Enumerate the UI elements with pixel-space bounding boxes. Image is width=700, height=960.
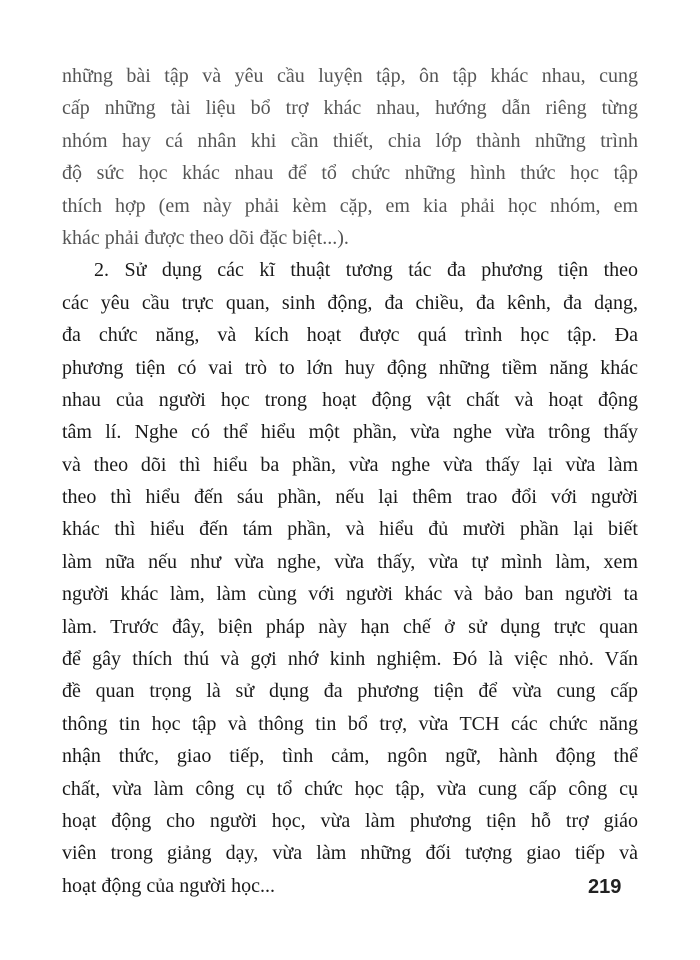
text-line: độ sức học khác nhau để tổ chức những hình thức học tập [62, 162, 638, 185]
text-line: thích hợp (em này phải kèm cặp, em kia phải học nhóm, em [62, 194, 638, 217]
text-line: hoạt động cho người học, vừa làm phương tiện hỗ trợ giáo [62, 809, 638, 832]
page-body [62, 60, 638, 902]
text-line: theo thì hiểu đến sáu phần, nếu lại thêm trao đổi với người [62, 486, 638, 509]
text-line: hoạt động của người học... [62, 874, 276, 897]
paragraph-2 [62, 254, 638, 902]
text-line: nhóm hay cá nhân khi cần thiết, chia lớp thành những trình [62, 129, 638, 152]
page-number: 219 [588, 876, 622, 898]
text-line: khác thì hiểu đến tám phần, và hiểu đủ mười phần lại biết [62, 518, 638, 541]
text-line: làm. Trước đây, biện pháp này hạn chế ở sử dụng trực quan [62, 615, 638, 638]
text-line: đề quan trọng là sử dụng đa phương tiện để vừa cung cấp [62, 680, 638, 703]
text-line: nhau của người học trong hoạt động vật chất và hoạt động [62, 388, 638, 411]
text-line: chất, vừa làm công cụ tổ chức học tập, vừa cung cấp công cụ [62, 777, 638, 800]
text-line: làm nữa nếu như vừa nghe, vừa thấy, vừa tự mình làm, xem [62, 550, 638, 573]
text-line: đa chức năng, và kích hoạt được quá trình học tập. Đa [62, 324, 638, 347]
text-line: cấp những tài liệu bổ trợ khác nhau, hướng dẫn riêng từng [62, 97, 638, 120]
text-line: phương tiện có vai trò to lớn huy động những tiềm năng khác [62, 356, 638, 379]
text-line: để gây thích thú và gợi nhớ kinh nghiệm. Đó là việc nhỏ. Vấn [62, 648, 638, 671]
text-line: khác phải được theo dõi đặc biệt...). [62, 226, 349, 249]
text-line: tâm lí. Nghe có thể hiểu một phần, vừa nghe vừa trông thấy [62, 421, 638, 444]
text-line: viên trong giảng dạy, vừa làm những đối tượng giao tiếp và [62, 842, 638, 865]
text-line: các yêu cầu trực quan, sinh động, đa chiều, đa kênh, đa dạng, [62, 291, 638, 314]
text-line: 2. Sử dụng các kĩ thuật tương tác đa phương tiện theo [94, 259, 638, 282]
text-line: và theo dõi thì hiểu ba phần, vừa nghe vừa thấy lại vừa làm [62, 453, 638, 476]
text-line: người khác làm, làm cùng với người khác và bảo ban người ta [62, 583, 638, 606]
text-line: những bài tập và yêu cầu luyện tập, ôn tập khác nhau, cung [62, 65, 638, 87]
paragraph-1 [62, 60, 638, 254]
text-line: nhận thức, giao tiếp, tình cảm, ngôn ngữ, hành động thể [62, 745, 638, 768]
text-line: thông tin học tập và thông tin bổ trợ, vừa TCH các chức năng [62, 712, 638, 735]
